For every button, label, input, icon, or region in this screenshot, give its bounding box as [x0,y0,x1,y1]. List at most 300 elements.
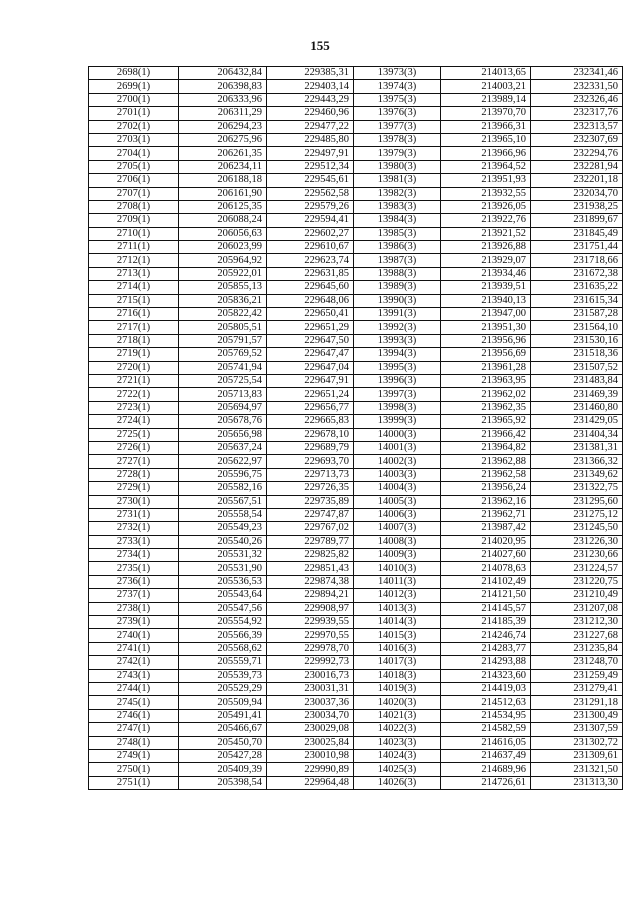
table-cell: 205725,54 [179,374,267,387]
table-cell: 232317,76 [531,107,623,120]
table-cell: 14008(3) [354,535,441,548]
table-cell: 205622,97 [179,455,267,468]
table-row [89,133,623,146]
table-row [89,656,623,669]
table-cell: 229689,79 [267,441,354,454]
table-cell: 213962,02 [441,388,531,401]
table-cell: 2751(1) [89,776,179,789]
table-cell: 229713,73 [267,468,354,481]
table-cell: 231300,49 [531,709,623,722]
table-cell: 206188,18 [179,174,267,187]
table-cell: 205713,83 [179,388,267,401]
table-row [89,629,623,642]
table-cell: 231230,66 [531,549,623,562]
table-cell: 205822,42 [179,308,267,321]
table-row [89,321,623,334]
table-cell: 230010,98 [267,749,354,762]
table-cell: 213934,46 [441,267,531,280]
table-row [89,562,623,575]
table-cell: 232326,46 [531,93,623,106]
table-cell: 13982(3) [354,187,441,200]
table-cell: 213966,96 [441,147,531,160]
table-cell: 214637,49 [441,749,531,762]
table-cell: 230037,36 [267,696,354,709]
table-row [89,120,623,133]
table-cell: 232281,94 [531,160,623,173]
table-cell: 13994(3) [354,348,441,361]
table-cell: 231349,62 [531,468,623,481]
table-cell: 229631,85 [267,267,354,280]
table-cell: 213939,51 [441,281,531,294]
table-cell: 213965,10 [441,133,531,146]
table-cell: 214020,95 [441,535,531,548]
table-row [89,682,623,695]
table-cell: 213929,07 [441,254,531,267]
table-row [89,267,623,280]
page-number: 155 [310,38,330,53]
table-cell: 214512,63 [441,696,531,709]
table-cell: 14018(3) [354,669,441,682]
table-cell: 205529,29 [179,682,267,695]
table-cell: 206311,29 [179,107,267,120]
table-cell: 2748(1) [89,736,179,749]
table-cell: 205741,94 [179,361,267,374]
table-cell: 2733(1) [89,535,179,548]
table-cell: 205491,41 [179,709,267,722]
table-cell: 229939,55 [267,616,354,629]
table-cell: 14002(3) [354,455,441,468]
table-cell: 232201,18 [531,174,623,187]
table-cell: 213962,35 [441,401,531,414]
table-cell: 229970,55 [267,629,354,642]
table-cell: 213940,13 [441,294,531,307]
table-cell: 206056,63 [179,227,267,240]
table-row [89,294,623,307]
table-row [89,508,623,521]
table-cell: 230025,84 [267,736,354,749]
table-cell: 229874,38 [267,575,354,588]
table-row [89,669,623,682]
table-cell: 214027,60 [441,549,531,562]
table-cell: 205656,98 [179,428,267,441]
table-cell: 230029,08 [267,723,354,736]
table-cell: 13974(3) [354,80,441,93]
table-row [89,147,623,160]
table-cell: 205554,92 [179,616,267,629]
table-row [89,281,623,294]
table-cell: 2734(1) [89,549,179,562]
table-cell: 2714(1) [89,281,179,294]
table-row [89,495,623,508]
table-cell: 2722(1) [89,388,179,401]
table-cell: 231718,66 [531,254,623,267]
table-cell: 14020(3) [354,696,441,709]
table-cell: 13987(3) [354,254,441,267]
table-cell: 231226,30 [531,535,623,548]
table-cell: 2727(1) [89,455,179,468]
table-cell: 2750(1) [89,763,179,776]
table-cell: 205559,71 [179,656,267,669]
table-cell: 14019(3) [354,682,441,695]
table-cell: 229443,29 [267,93,354,106]
table-cell: 13973(3) [354,67,441,80]
table-cell: 229477,22 [267,120,354,133]
table-cell: 229651,29 [267,321,354,334]
table-cell: 231224,57 [531,562,623,575]
table-row [89,187,623,200]
table-cell: 2730(1) [89,495,179,508]
table-cell: 205769,52 [179,348,267,361]
table-cell: 206161,90 [179,187,267,200]
table-row [89,455,623,468]
table-cell: 229579,26 [267,200,354,213]
table-cell: 213964,52 [441,160,531,173]
table-cell: 229594,41 [267,214,354,227]
table-cell: 14013(3) [354,602,441,615]
table-cell: 229648,06 [267,294,354,307]
table-cell: 2703(1) [89,133,179,146]
table-cell: 214102,49 [441,575,531,588]
table-cell: 231938,25 [531,200,623,213]
table-cell: 213970,70 [441,107,531,120]
table-cell: 2705(1) [89,160,179,173]
table-cell: 232294,76 [531,147,623,160]
table-cell: 232331,50 [531,80,623,93]
table-row [89,709,623,722]
table-cell: 213962,71 [441,508,531,521]
table-cell: 230016,73 [267,669,354,682]
table-cell: 2731(1) [89,508,179,521]
table-cell: 14010(3) [354,562,441,575]
table-cell: 229647,47 [267,348,354,361]
table-cell: 2738(1) [89,602,179,615]
table-cell: 14003(3) [354,468,441,481]
table-cell: 231460,80 [531,401,623,414]
table-cell: 214121,50 [441,589,531,602]
table-cell: 2728(1) [89,468,179,481]
table-row [89,254,623,267]
table-cell: 214726,61 [441,776,531,789]
table-cell: 213956,24 [441,482,531,495]
table-cell: 2713(1) [89,267,179,280]
table-cell: 229385,31 [267,67,354,80]
table-cell: 205582,16 [179,482,267,495]
table-cell: 13986(3) [354,241,441,254]
table-cell: 13984(3) [354,214,441,227]
table-cell: 2698(1) [89,67,179,80]
table-cell: 231313,30 [531,776,623,789]
table-cell: 214246,74 [441,629,531,642]
table-cell: 13981(3) [354,174,441,187]
table-cell: 205791,57 [179,334,267,347]
table-cell: 2735(1) [89,562,179,575]
table-cell: 229789,77 [267,535,354,548]
table-cell: 213987,42 [441,522,531,535]
table-body [89,67,623,790]
table-cell: 14025(3) [354,763,441,776]
table-cell: 2699(1) [89,80,179,93]
table-row [89,749,623,762]
table-cell: 231210,49 [531,589,623,602]
table-row [89,361,623,374]
table-cell: 205531,32 [179,549,267,562]
table-cell: 205678,76 [179,415,267,428]
table-cell: 231429,05 [531,415,623,428]
table-cell: 2715(1) [89,294,179,307]
table-row [89,428,623,441]
table-cell: 205540,26 [179,535,267,548]
table-cell: 14015(3) [354,629,441,642]
table-cell: 229964,48 [267,776,354,789]
table-cell: 2745(1) [89,696,179,709]
table-row [89,160,623,173]
table-cell: 231259,49 [531,669,623,682]
table-cell: 2719(1) [89,348,179,361]
table-cell: 231530,16 [531,334,623,347]
table-cell: 214582,59 [441,723,531,736]
table-cell: 214185,39 [441,616,531,629]
table-cell: 213965,92 [441,415,531,428]
table-cell: 231615,34 [531,294,623,307]
table-cell: 229851,43 [267,562,354,575]
table-cell: 229825,82 [267,549,354,562]
table-cell: 231404,34 [531,428,623,441]
table-cell: 13999(3) [354,415,441,428]
table-cell: 229767,02 [267,522,354,535]
table-cell: 2712(1) [89,254,179,267]
table-row [89,441,623,454]
table-cell: 205547,56 [179,602,267,615]
table-cell: 2736(1) [89,575,179,588]
table-row [89,602,623,615]
table-cell: 13996(3) [354,374,441,387]
table-cell: 205543,64 [179,589,267,602]
table-row [89,388,623,401]
table-cell: 2721(1) [89,374,179,387]
table-row [89,736,623,749]
table-cell: 230034,70 [267,709,354,722]
table-cell: 231291,18 [531,696,623,709]
table-cell: 2739(1) [89,616,179,629]
table-cell: 229978,70 [267,642,354,655]
table-cell: 231564,10 [531,321,623,334]
table-cell: 229460,96 [267,107,354,120]
table-cell: 231220,75 [531,575,623,588]
table-cell: 205596,75 [179,468,267,481]
table-cell: 213926,05 [441,200,531,213]
table-cell: 229894,21 [267,589,354,602]
table-cell: 213989,14 [441,93,531,106]
table-cell: 2749(1) [89,749,179,762]
table-row [89,107,623,120]
table-cell: 2701(1) [89,107,179,120]
table-cell: 2707(1) [89,187,179,200]
table-cell: 231322,75 [531,482,623,495]
table-row [89,468,623,481]
table-cell: 231275,12 [531,508,623,521]
table-cell: 205531,90 [179,562,267,575]
table-cell: 205566,39 [179,629,267,642]
table-cell: 2709(1) [89,214,179,227]
table-cell: 231587,28 [531,308,623,321]
table-cell: 205836,21 [179,294,267,307]
table-cell: 229908,97 [267,602,354,615]
table-cell: 231469,39 [531,388,623,401]
table-cell: 14022(3) [354,723,441,736]
table-cell: 206398,83 [179,80,267,93]
table-cell: 214534,95 [441,709,531,722]
table-cell: 229735,89 [267,495,354,508]
table-cell: 213921,52 [441,227,531,240]
table-row [89,227,623,240]
table-cell: 229645,60 [267,281,354,294]
table-row [89,214,623,227]
table-cell: 205568,62 [179,642,267,655]
table-cell: 2710(1) [89,227,179,240]
table-cell: 232307,69 [531,133,623,146]
table-row [89,80,623,93]
table-cell: 229562,58 [267,187,354,200]
table-cell: 231245,50 [531,522,623,535]
table-cell: 213951,30 [441,321,531,334]
table-cell: 214283,77 [441,642,531,655]
table-cell: 14016(3) [354,642,441,655]
table-cell: 206125,35 [179,200,267,213]
table-cell: 229545,61 [267,174,354,187]
table-cell: 231672,38 [531,267,623,280]
table-cell: 231295,60 [531,495,623,508]
table-cell: 214323,60 [441,669,531,682]
table-cell: 205398,54 [179,776,267,789]
table-cell: 229651,24 [267,388,354,401]
table-row [89,642,623,655]
table-row [89,174,623,187]
table-cell: 205466,67 [179,723,267,736]
table-row [89,482,623,495]
table-cell: 14026(3) [354,776,441,789]
table-row [89,535,623,548]
table-cell: 229656,77 [267,401,354,414]
table-cell: 2711(1) [89,241,179,254]
table-cell: 205509,94 [179,696,267,709]
table-cell: 213926,88 [441,241,531,254]
table-cell: 2741(1) [89,642,179,655]
table-cell: 232034,70 [531,187,623,200]
table-cell: 2725(1) [89,428,179,441]
table-cell: 229650,41 [267,308,354,321]
table-cell: 231309,61 [531,749,623,762]
table-row [89,308,623,321]
coordinates-table [88,66,623,790]
table-cell: 14006(3) [354,508,441,521]
table-cell: 229403,14 [267,80,354,93]
table-cell: 2737(1) [89,589,179,602]
table-cell: 2726(1) [89,441,179,454]
table-row [89,241,623,254]
table-cell: 2704(1) [89,147,179,160]
table-cell: 213932,55 [441,187,531,200]
table-cell: 14007(3) [354,522,441,535]
table-cell: 229602,27 [267,227,354,240]
table-cell: 213962,88 [441,455,531,468]
table-cell: 205964,92 [179,254,267,267]
table-cell: 13978(3) [354,133,441,146]
table-cell: 213964,82 [441,441,531,454]
table-cell: 214145,57 [441,602,531,615]
table-cell: 213922,76 [441,214,531,227]
table-cell: 13998(3) [354,401,441,414]
table-cell: 231635,22 [531,281,623,294]
table-cell: 2717(1) [89,321,179,334]
table-cell: 205539,73 [179,669,267,682]
table-cell: 14021(3) [354,709,441,722]
table-cell: 206432,84 [179,67,267,80]
table-cell: 205694,97 [179,401,267,414]
table-cell: 214013,65 [441,67,531,80]
table-cell: 206333,96 [179,93,267,106]
table-cell: 231279,41 [531,682,623,695]
table-cell: 213947,00 [441,308,531,321]
table-cell: 13985(3) [354,227,441,240]
table-row [89,776,623,789]
table-cell: 230031,31 [267,682,354,695]
table-cell: 13975(3) [354,93,441,106]
table-cell: 13995(3) [354,361,441,374]
table-cell: 13997(3) [354,388,441,401]
table-cell: 231751,44 [531,241,623,254]
table-cell: 205558,54 [179,508,267,521]
table-cell: 2746(1) [89,709,179,722]
table-cell: 14011(3) [354,575,441,588]
table-row [89,696,623,709]
table-cell: 13979(3) [354,147,441,160]
table-cell: 2716(1) [89,308,179,321]
table-cell: 231302,72 [531,736,623,749]
table-cell: 229512,34 [267,160,354,173]
table-cell: 232341,46 [531,67,623,80]
table-cell: 2718(1) [89,334,179,347]
table-cell: 13988(3) [354,267,441,280]
table-row [89,589,623,602]
table-row [89,415,623,428]
table-cell: 229647,91 [267,374,354,387]
table-cell: 2702(1) [89,120,179,133]
table-row [89,575,623,588]
table-cell: 2720(1) [89,361,179,374]
table-cell: 229990,89 [267,763,354,776]
table-cell: 205536,53 [179,575,267,588]
table-cell: 205805,51 [179,321,267,334]
table-cell: 2742(1) [89,656,179,669]
table-cell: 206023,99 [179,241,267,254]
table-cell: 14023(3) [354,736,441,749]
table-cell: 214293,88 [441,656,531,669]
table-cell: 206088,24 [179,214,267,227]
table-cell: 231899,67 [531,214,623,227]
table-cell: 14017(3) [354,656,441,669]
table-cell: 205855,13 [179,281,267,294]
table-cell: 231518,36 [531,348,623,361]
table-cell: 205427,28 [179,749,267,762]
table-cell: 229678,10 [267,428,354,441]
table-cell: 213966,31 [441,120,531,133]
table-cell: 213963,95 [441,374,531,387]
table-row [89,93,623,106]
table-cell: 231307,59 [531,723,623,736]
table-cell: 231366,32 [531,455,623,468]
table-cell: 232313,57 [531,120,623,133]
table-cell: 229485,80 [267,133,354,146]
